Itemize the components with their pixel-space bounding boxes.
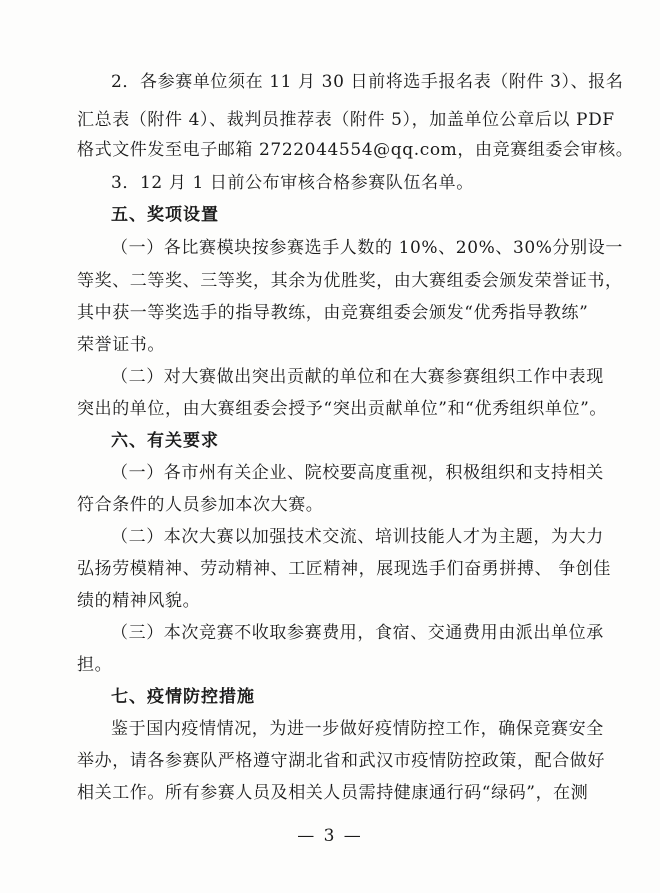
paragraph-line: 鉴于国内疫情情况，为进一步做好疫情防控工作，确保竞赛安全 [111, 719, 604, 739]
paragraph-line: 汇总表（附件 4）、裁判员推荐表（附件 5），加盖单位公章后以 PDF [77, 110, 615, 130]
paragraph-line: 突出的单位，由大赛组委会授予“突出贡献单位”和“优秀组织单位”。 [77, 399, 607, 419]
paragraph-line: 2．各参赛单位须在 11 月 30 日前将选手报名表（附件 3）、报名 [111, 72, 624, 92]
section-heading-epidemic-prevention: 七、疫情防控措施 [111, 687, 255, 707]
paragraph-line: （一）各比赛模块按参赛选手人数的 10%、20%、30%分别设一 [111, 238, 623, 258]
paragraph-line: 荣誉证书。 [77, 335, 165, 355]
page-number: — 3 — [297, 826, 363, 846]
paragraph-line: 其中获一等奖选手的指导教练，由竞赛组委会颁发“优秀指导教练” [77, 303, 589, 323]
paragraph-line: 符合条件的人员参加本次大赛。 [77, 495, 324, 515]
paragraph-line: （一）各市州有关企业、院校要高度重视，积极组织和支持相关 [111, 463, 604, 483]
paragraph-line: 相关工作。所有参赛人员及相关人员需持健康通行码“绿码”，在测 [77, 783, 589, 803]
paragraph-line: 绩的精神风貌。 [77, 591, 201, 611]
paragraph-line: （二）对大赛做出突出贡献的单位和在大赛参赛组织工作中表现 [111, 367, 604, 387]
paragraph-line: 3．12 月 1 日前公布审核合格参赛队伍名单。 [111, 173, 474, 193]
paragraph-line: （二）本次大赛以加强技术交流、培训技能人才为主题，为大力 [111, 527, 604, 547]
section-heading-awards: 五、奖项设置 [111, 205, 219, 225]
paragraph-line: 等奖、二等奖、三等奖，其余为优胜奖，由大赛组委会颁发荣誉证书， [77, 271, 623, 291]
paragraph-line: 格式文件发至电子邮箱 2722044554@qq.com，由竞赛组委会审核。 [77, 140, 634, 160]
paragraph-line: 举办，请各参赛队严格遵守湖北省和武汉市疫情防控政策，配合做好 [77, 751, 605, 771]
paragraph-line: （三）本次竞赛不收取参赛费用，食宿、交通费用由派出单位承 [111, 623, 604, 643]
paragraph-line: 担。 [77, 655, 113, 675]
paragraph-line: 弘扬劳模精神、劳动精神、工匠精神，展现选手们奋勇拼搏、 争创佳 [77, 559, 612, 579]
section-heading-requirements: 六、有关要求 [111, 431, 219, 451]
